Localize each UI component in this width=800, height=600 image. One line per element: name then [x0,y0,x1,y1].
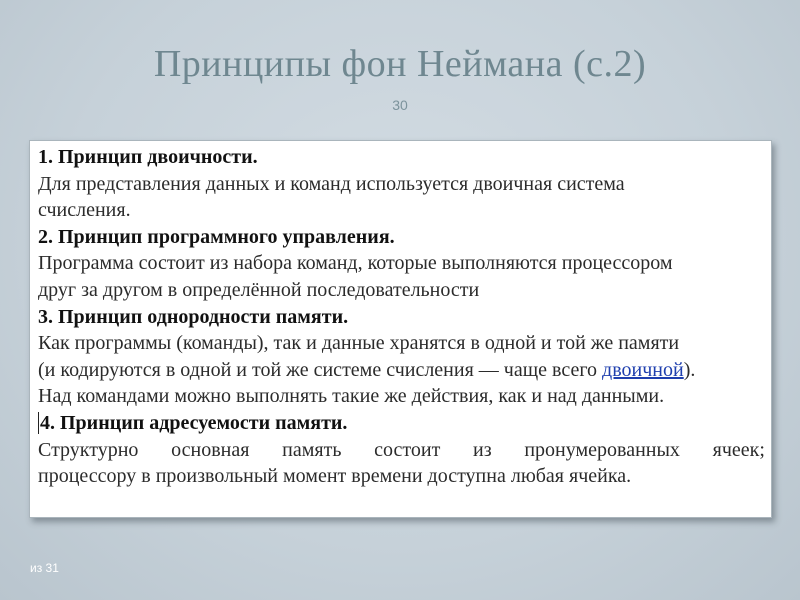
principle-2-text-line: Программа состоит из набора команд, которые выполняются процессором [38,252,673,275]
word: Структурно [38,438,139,461]
principle-4-justified-line [38,437,765,464]
principle-2-text-line: друг за другом в определённой последовательности [38,278,480,301]
word: ячеек; [712,438,765,461]
principles-text-box [29,140,772,518]
principle-3-text-before-link: (и кодируются в одной и той же системе счисления — чаще всего [38,358,603,381]
principle-4-text-line: процессору в произвольный момент времени доступна любая ячейка. [38,465,632,488]
principle-3-text-line: Над командами можно выполнять такие же действия, как и над данными. [38,385,665,408]
word: память [282,438,342,461]
principle-1-text-line: счисления. [38,199,131,222]
page-footer: из 31 [30,561,59,575]
slide-number: 30 [392,97,408,113]
principle-2-heading: 2. Принцип программного управления. [38,225,395,248]
slide-title: Принципы фон Неймана (с.2) [153,43,647,85]
principle-3-text-after-link: ). [683,358,696,381]
word: состоит [374,438,441,461]
principle-3-text-line [38,357,765,384]
binary-link[interactable]: двоичной [602,358,684,381]
text-cursor [38,412,39,434]
principle-3-heading: 3. Принцип однородности памяти. [38,305,349,328]
principle-4-heading [38,410,765,437]
principle-1-text-line: Для представления данных и команд используется двоичная система [38,172,625,195]
word: пронумерованных [524,438,680,461]
principle-1-heading: 1. Принцип двоичности. [38,146,258,168]
word: основная [171,438,250,461]
principle-4-heading-text: 4. Принцип адресуемости памяти. [40,411,348,434]
principle-3-text-line: Как программы (команды), так и данные хранятся в одной и той же памяти [38,332,680,355]
word: из [473,438,492,461]
